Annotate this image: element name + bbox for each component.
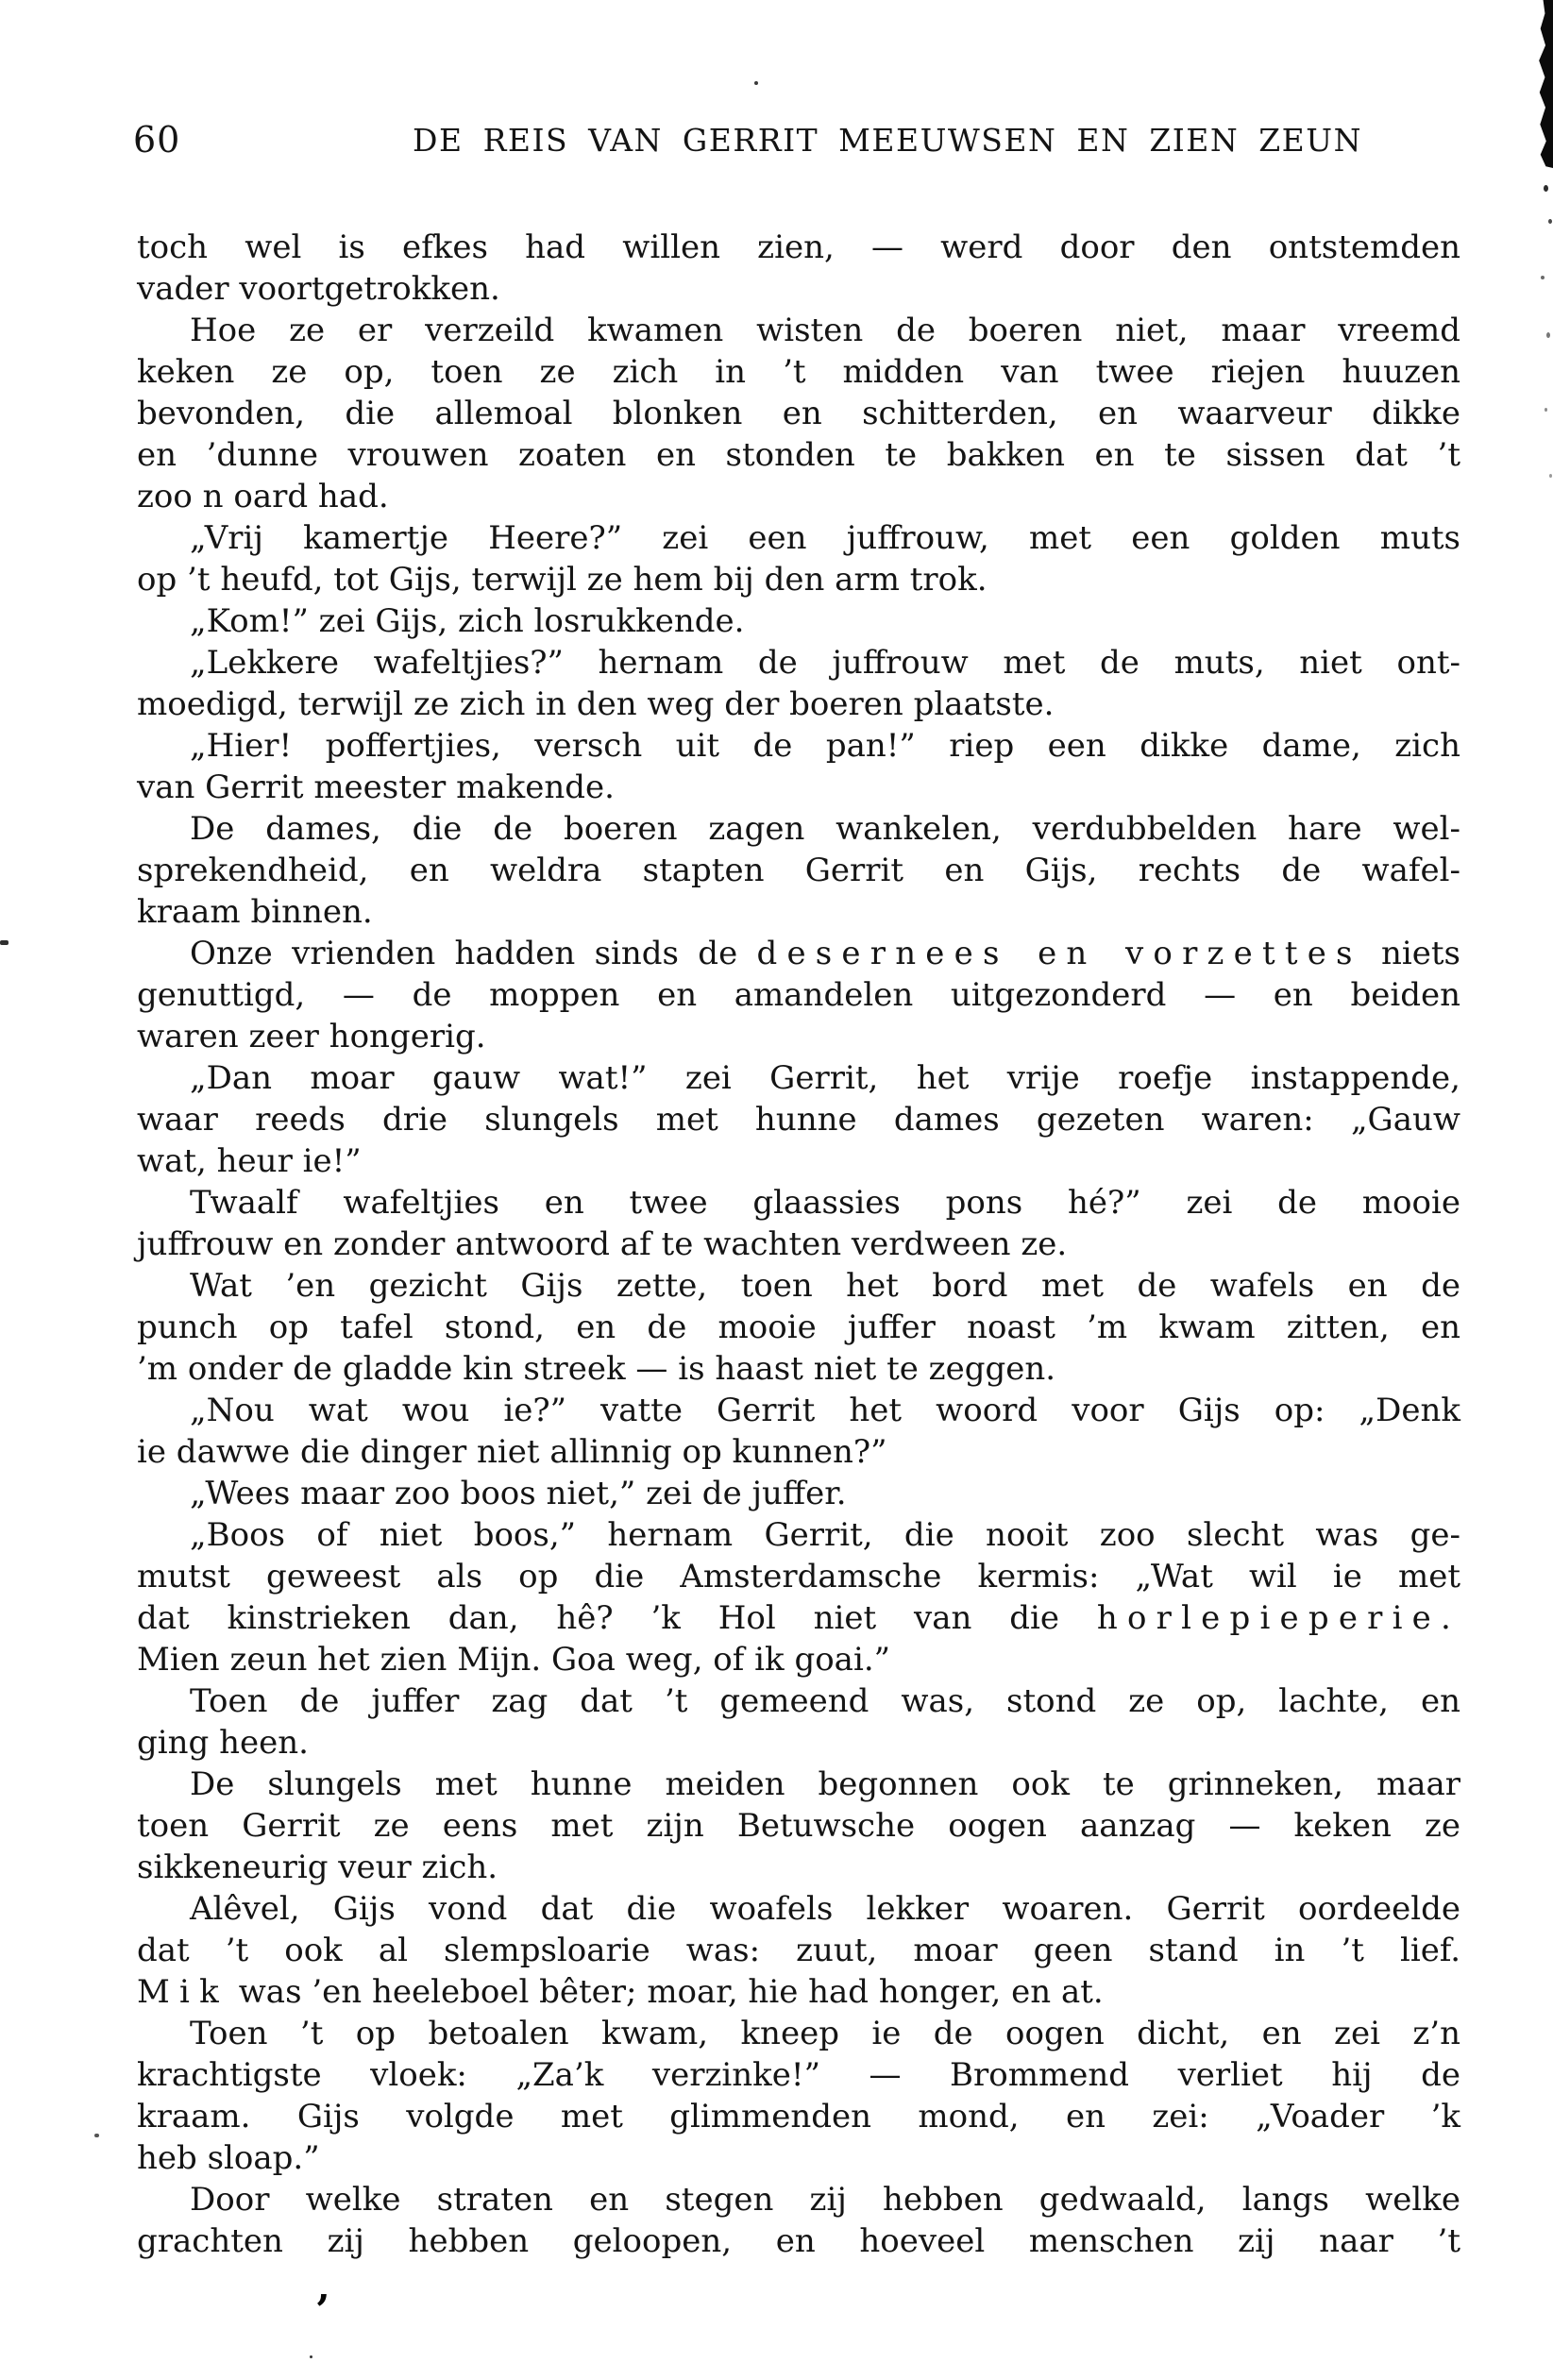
scan-speck <box>1544 185 1548 192</box>
text-segment: heb sloap.” <box>137 2139 320 2177</box>
text-line <box>137 1473 1460 1514</box>
text-segment: kraam. Gijs volgde met glimmenden mond, en zei: „Voader ’k <box>137 2098 1460 2135</box>
text-line <box>137 850 1460 891</box>
text-segment: toch wel is efkes had willen zien, — werd door den ontstemden <box>137 228 1460 266</box>
text-line <box>137 1057 1460 1099</box>
text-line <box>137 1764 1460 1805</box>
scan-artifact-left-edge <box>0 940 8 945</box>
text-line <box>137 1639 1460 1680</box>
scan-speck <box>1541 276 1545 279</box>
text-line <box>137 559 1460 600</box>
text-segment: genuttigd, — de moppen en amandelen uitgezonderd — en beiden <box>137 976 1460 1014</box>
scan-speck <box>1545 408 1547 412</box>
text-segment: „Dan moar gauw wat!” zei Gerrit, het vrije roefje instappende, <box>190 1059 1460 1097</box>
text-segment: waren zeer hongerig. <box>137 1018 486 1055</box>
text-segment: ie dawwe die dinger niet allinnig op kunnen?” <box>137 1433 887 1471</box>
text-line <box>137 393 1460 434</box>
text-line <box>137 642 1460 684</box>
text-segment: kraam binnen. <box>137 893 373 931</box>
text-line <box>137 725 1460 767</box>
text-line <box>137 1805 1460 1847</box>
text-segment: keken ze op, toen ze zich in ’t midden van twee riejen huuzen <box>137 353 1460 391</box>
text-line <box>137 268 1460 310</box>
text-line <box>137 227 1460 268</box>
scan-speck <box>1548 219 1552 224</box>
text-segment: sikkeneurig veur zich. <box>137 1848 498 1886</box>
text-line <box>137 684 1460 725</box>
text-line <box>137 1307 1460 1348</box>
text-line <box>137 476 1460 517</box>
text-line <box>137 310 1460 351</box>
text-segment: punch op tafel stond, en de mooie juffer noast ’m kwam zitten, en <box>137 1308 1460 1346</box>
text-segment: van Gerrit meester makende. <box>137 768 615 806</box>
text-line <box>137 1722 1460 1764</box>
text-line <box>137 974 1460 1016</box>
text-line <box>137 933 1460 974</box>
letterspaced-text: horlepieperie. <box>1096 1599 1460 1637</box>
text-segment: De dames, die de boeren zagen wankelen, verdubbelden hare wel- <box>190 810 1460 848</box>
scan-speck <box>1546 332 1550 338</box>
text-line <box>137 1140 1460 1182</box>
scan-speck <box>1549 474 1552 478</box>
text-segment: juffrouw en zonder antwoord af te wachten verdween ze. <box>137 1225 1068 1263</box>
text-segment: grachten zij hebben geloopen, en hoeveel menschen zij naar ’t <box>137 2222 1460 2260</box>
text-line <box>137 2096 1460 2137</box>
text-segment: ’m onder de gladde kin streek — is haast niet te zeggen. <box>137 1350 1056 1388</box>
text-segment: Toen de juffer zag dat ’t gemeend was, stond ze op, lachte, en <box>190 1682 1460 1720</box>
text-segment: niets <box>1361 935 1460 972</box>
text-line <box>137 1514 1460 1556</box>
text-line <box>137 600 1460 642</box>
text-segment: „Nou wat wou ie?” vatte Gerrit het woord voor Gijs op: „Denk <box>190 1392 1460 1429</box>
text-segment: „Kom!” zei Gijs, zich losrukkende. <box>190 602 745 640</box>
text-segment: Twaalf wafeltjies en twee glaassies pons hé?” zei de mooie <box>190 1184 1460 1222</box>
text-block <box>137 227 1460 2262</box>
text-segment: Wat ’en gezicht Gijs zette, toen het bord met de wafels en de <box>190 1267 1460 1305</box>
scan-artifact-dot-top <box>754 81 758 85</box>
text-line <box>137 2179 1460 2220</box>
text-segment: Onze vrienden hadden sinds de <box>190 935 757 972</box>
text-segment: ging heen. <box>137 1724 309 1762</box>
text-segment: Mien zeun het zien Mijn. Goa weg, of ik goai.” <box>137 1641 891 1679</box>
text-line <box>137 2013 1460 2054</box>
text-line <box>137 1265 1460 1307</box>
text-line <box>137 1888 1460 1930</box>
text-line <box>137 517 1460 559</box>
text-segment: moedigd, terwijl ze zich in den weg der boeren plaatste. <box>137 685 1055 723</box>
text-line <box>137 2220 1460 2262</box>
text-line <box>137 1680 1460 1722</box>
text-line <box>137 2137 1460 2179</box>
text-segment: wat, heur ie!” <box>137 1142 362 1180</box>
text-segment: Toen ’t op betoalen kwam, kneep ie de oogen dicht, en zei z’n <box>190 2015 1460 2052</box>
text-line <box>137 1182 1460 1224</box>
text-line <box>137 1971 1460 2013</box>
text-segment: „Hier! poffertjies, versch uit de pan!” riep een dikke dame, zich <box>190 727 1460 765</box>
text-line <box>137 1224 1460 1265</box>
text-segment: „Boos of niet boos,” hernam Gerrit, die nooit zoo slecht was ge- <box>190 1516 1460 1554</box>
text-segment: mutst geweest als op die Amsterdamsche kermis: „Wat wil ie met <box>137 1558 1460 1595</box>
text-line <box>137 1431 1460 1473</box>
text-segment: krachtigste vloek: „Za’k verzinke!” — Brommend verliet hij de <box>137 2056 1460 2094</box>
text-line <box>137 1390 1460 1431</box>
text-segment: waar reeds drie slungels met hunne dames gezeten waren: „Gauw <box>137 1101 1460 1139</box>
text-line <box>137 808 1460 850</box>
text-line <box>137 1348 1460 1390</box>
text-line <box>137 1556 1460 1597</box>
text-line <box>137 2054 1460 2096</box>
page-number: 60 <box>133 119 181 160</box>
text-line <box>137 1847 1460 1888</box>
text-segment: Door welke straten en stegen zij hebben gedwaald, langs welke <box>190 2181 1460 2219</box>
running-title: DE REIS VAN GERRIT MEEUWSEN EN ZIEN ZEUN <box>413 122 1362 159</box>
text-line <box>137 891 1460 933</box>
text-segment: zoo n oard had. <box>137 478 389 515</box>
text-line <box>137 1930 1460 1971</box>
text-line <box>137 1099 1460 1140</box>
text-segment: „Wees maar zoo boos niet,” zei de juffer. <box>190 1475 847 1512</box>
scan-artifact-dot-bottom <box>310 2355 312 2358</box>
text-line <box>137 1597 1460 1639</box>
text-segment: Alêvel, Gijs vond dat die woafels lekker woaren. Gerrit oordeelde <box>190 1890 1460 1928</box>
text-line <box>137 434 1460 476</box>
letterspaced-text: Mik <box>137 1973 228 2011</box>
text-segment: op ’t heufd, tot Gijs, terwijl ze hem bij den arm trok. <box>137 561 988 599</box>
scan-artifact-left-margin <box>94 2134 99 2137</box>
text-line <box>137 351 1460 393</box>
text-line <box>137 767 1460 808</box>
letterspaced-text: desernees en vorzettes <box>756 935 1362 972</box>
text-segment: dat ’t ook al slempsloarie was: zuut, moar geen stand in ’t lief. <box>137 1932 1460 1969</box>
text-segment: Hoe ze er verzeild kwamen wisten de boeren niet, maar vreemd <box>190 312 1460 349</box>
text-segment: sprekendheid, en weldra stapten Gerrit en Gijs, rechts de wafel- <box>137 852 1460 889</box>
scan-artifact-apostrophe: ’ <box>315 2287 330 2335</box>
text-segment: toen Gerrit ze eens met zijn Betuwsche oogen aanzag — keken ze <box>137 1807 1460 1845</box>
text-segment: bevonden, die allemoal blonken en schitterden, en waarveur dikke <box>137 395 1460 432</box>
text-segment: De slungels met hunne meiden begonnen ook te grinneken, maar <box>190 1765 1460 1803</box>
text-segment: vader voortgetrokken. <box>137 270 500 308</box>
text-segment: en ’dunne vrouwen zoaten en stonden te bakken en te sissen dat ’t <box>137 436 1460 474</box>
text-segment: was ’en heeleboel bêter; moar, hie had honger, en at. <box>228 1973 1104 2011</box>
text-line <box>137 1016 1460 1057</box>
text-segment: „Lekkere wafeltjies?” hernam de juffrouw met de muts, niet ont- <box>190 644 1460 682</box>
text-segment: dat kinstrieken dan, hê? ’k Hol niet van die <box>137 1599 1097 1637</box>
scan-smudge-top-right <box>1535 0 1553 168</box>
text-segment: „Vrij kamertje Heere?” zei een juffrouw, met een golden muts <box>190 519 1460 557</box>
